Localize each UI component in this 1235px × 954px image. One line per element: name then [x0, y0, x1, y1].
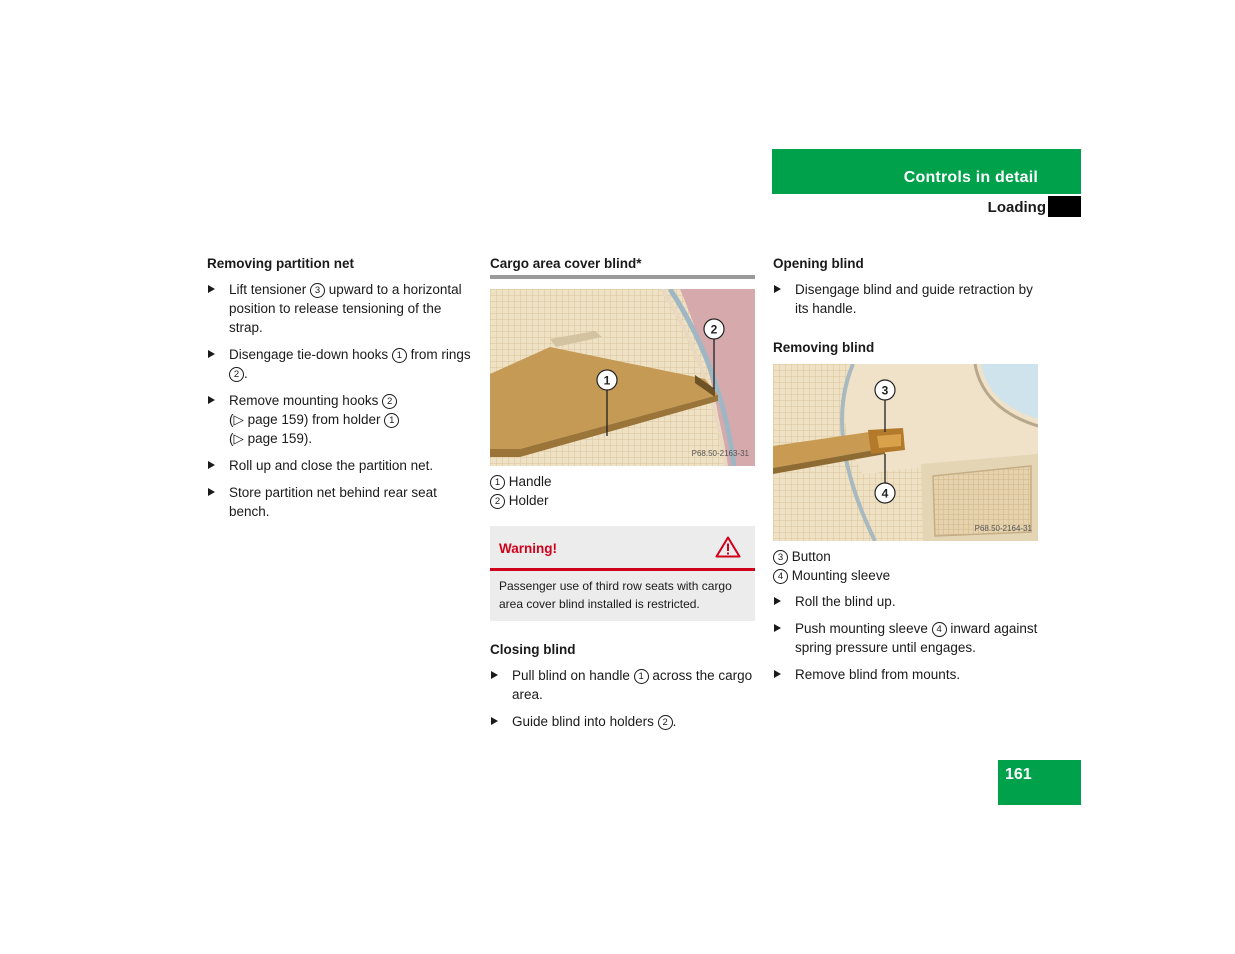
section-header-bar: [772, 149, 1081, 194]
callout-number: 4: [932, 622, 947, 637]
step-roll-blind-up: Roll the blind up.: [773, 592, 1038, 611]
warning-label: Warning!: [499, 541, 557, 556]
bullet-triangle-icon: [208, 396, 215, 404]
page-reference-link[interactable]: (▷ page 159).: [229, 431, 313, 446]
cargo-blind-illustration: [490, 289, 755, 466]
bullet-triangle-icon: [774, 670, 781, 678]
step-guide-blind: Guide blind into holders 2 .: [490, 712, 755, 731]
subsection-marker: [1048, 196, 1081, 217]
step-roll-up-net: Roll up and close the partition net.: [207, 456, 472, 475]
column-removing-partition-net: [207, 254, 472, 529]
bullet-triangle-icon: [774, 597, 781, 605]
callout-number: 2: [382, 394, 397, 409]
legend-item-mounting-sleeve: 4 Mounting sleeve: [773, 566, 1038, 585]
column-opening-removing-blind: [773, 254, 1038, 692]
step-disengage-hooks: Disengage tie-down hooks 1 from rings 2 .: [207, 345, 472, 383]
step-lift-tensioner: Lift tensioner 3 upward to a horizontal position to release tensioning of the strap.: [207, 280, 472, 337]
figure-callout-4: 4: [881, 486, 889, 501]
step-pull-blind: Pull blind on handle 1 across the cargo area.: [490, 666, 755, 704]
figure-callout-3: 3: [881, 383, 889, 398]
step-store-net: Store partition net behind rear seat bench.: [207, 483, 472, 521]
callout-number: 1: [392, 348, 407, 363]
figure-code: P68.50-2163-31: [691, 449, 749, 458]
section-title: Controls in detail: [903, 169, 1038, 186]
figure-code: P68.50-2164-31: [974, 524, 1032, 533]
heading-closing-blind: Closing blind: [490, 642, 576, 657]
page-number: 161: [1005, 766, 1032, 783]
legend-item-handle: 1 Handle: [490, 472, 755, 491]
heading-opening-blind: Opening blind: [773, 256, 864, 271]
callout-number: 2: [229, 367, 244, 382]
column-cargo-cover-blind: [490, 254, 755, 739]
step-disengage-blind: Disengage blind and guide retraction by its handle.: [773, 280, 1038, 318]
subsection-title: Loading: [987, 199, 1046, 216]
step-push-mounting-sleeve: Push mounting sleeve 4 inward against spring pressure until engages.: [773, 619, 1038, 657]
figure-legend: [773, 547, 1038, 585]
removing-blind-illustration: [773, 364, 1038, 541]
bullet-triangle-icon: [208, 461, 215, 469]
warning-box: [490, 526, 755, 621]
figure-legend: [490, 472, 755, 510]
warning-text: Passenger use of third row seats with cargo area cover blind installed is restricted.: [499, 579, 732, 611]
step-remove-mounting-hooks: Remove mounting hooks 2 (▷ page 159) from holder 1 (▷ page 159).: [207, 391, 472, 448]
bullet-triangle-icon: [774, 624, 781, 632]
warning-triangle-icon: [715, 536, 741, 563]
figure-callout-1: 1: [603, 373, 611, 388]
heading-cargo-area-cover-blind: Cargo area cover blind*: [490, 254, 755, 279]
bullet-triangle-icon: [491, 717, 498, 725]
heading-removing-blind: Removing blind: [773, 340, 875, 355]
bullet-triangle-icon: [208, 285, 215, 293]
callout-number: 1: [384, 413, 399, 428]
callout-number: 2: [658, 715, 673, 730]
step-remove-blind: Remove blind from mounts.: [773, 665, 1038, 684]
bullet-triangle-icon: [208, 488, 215, 496]
bullet-triangle-icon: [208, 350, 215, 358]
legend-item-button: 3 Button: [773, 547, 1038, 566]
page-reference-link[interactable]: (▷ page 159) from holder: [229, 412, 385, 427]
bullet-triangle-icon: [774, 285, 781, 293]
callout-number: 1: [634, 669, 649, 684]
figure-removing-blind: [773, 364, 1038, 541]
figure-callout-2: 2: [710, 322, 718, 337]
legend-item-holder: 2 Holder: [490, 491, 755, 510]
callout-number: 3: [310, 283, 325, 298]
heading-removing-partition-net: Removing partition net: [207, 256, 355, 271]
figure-cargo-cover-blind: [490, 289, 755, 466]
bullet-triangle-icon: [491, 671, 498, 679]
page-number-tab: [998, 760, 1081, 805]
